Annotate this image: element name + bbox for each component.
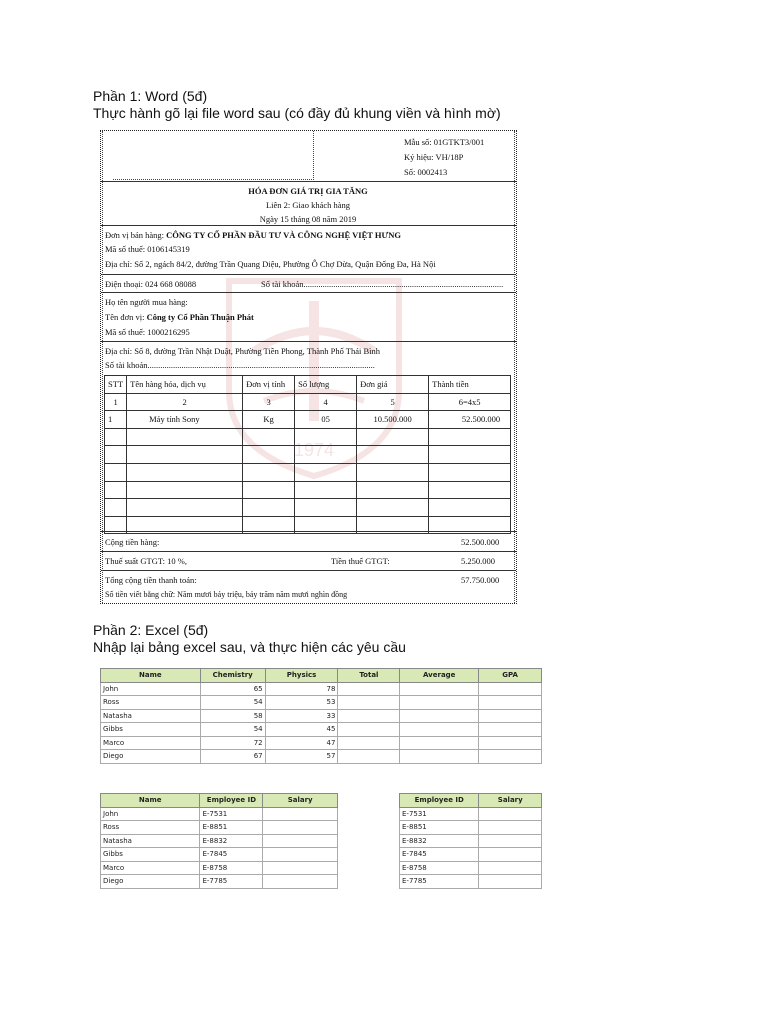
employee-id-cell: E-8832 [400,834,479,848]
item-cell: 1 [105,411,127,429]
total-cell [338,750,400,764]
header-cell: Name [101,669,201,683]
buyer-unit-row [105,312,254,322]
grades-table [100,668,542,764]
table-row [101,821,338,835]
seller-name: CÔNG TY CỔ PHẦN ĐẦU TƯ VÀ CÔNG NGHỆ VIỆT HƯNG [166,230,402,240]
item-cell [243,463,295,481]
gpa-cell [479,750,542,764]
item-cell [429,428,511,446]
name-cell: Ross [101,821,200,835]
item-cell [295,446,357,464]
name-cell: Natasha [101,709,201,723]
item-cell [295,428,357,446]
salary-cell [263,834,338,848]
index-cell: 5 [357,393,429,411]
header-cell: Đơn vị tính [243,376,295,394]
header-cell: Chemistry [200,669,265,683]
total-cell [338,736,400,750]
chemistry-cell: 65 [200,682,265,696]
average-cell [400,736,479,750]
buyer-address: Địa chỉ: Số 8, đường Trần Nhật Duật, Phường Tiền Phong, Thành Phố Thái Bình [105,346,381,356]
salary-cell [479,848,542,862]
average-cell [400,723,479,737]
item-cell [295,463,357,481]
chemistry-cell: 54 [200,696,265,710]
average-cell [400,750,479,764]
item-cell [127,446,243,464]
table-row [400,875,542,889]
physics-cell: 33 [265,709,338,723]
physics-cell: 47 [265,736,338,750]
seller-label: Đơn vị bán hàng: [105,230,165,240]
name-cell: Gibbs [101,848,200,862]
gpa-cell [479,723,542,737]
chemistry-cell: 67 [200,750,265,764]
table-row [101,875,338,889]
total-label: Tổng cộng tiền thanh toán: [105,575,197,585]
invoice-title: HÓA ĐƠN GIÁ TRỊ GIA TĂNG [248,186,368,196]
item-cell [243,481,295,499]
header-cell: Salary [263,794,338,808]
total-cell [338,709,400,723]
table-row [101,750,542,764]
form-number: Mẫu số: 01GTKT3/001 [404,137,485,147]
item-cell [357,499,429,517]
table-row [101,682,542,696]
item-cell [357,481,429,499]
header-cell: Physics [265,669,338,683]
chemistry-cell: 58 [200,709,265,723]
items-index-row [105,393,511,411]
item-cell [105,481,127,499]
amount-in-words: Số tiền viết bằng chữ: Năm mươi bảy triệu, bảy trăm năm mươi nghìn đồng [105,590,348,599]
item-cell [357,428,429,446]
item-cell [429,446,511,464]
item-cell [105,446,127,464]
salaries-table [399,793,542,889]
part1-title: Phần 1: Word (5đ) [93,88,208,104]
index-cell: 3 [243,393,295,411]
subtotal-value: 52.500.000 [461,537,500,547]
employee-id-cell: E-7531 [200,807,263,821]
items-row [105,428,511,446]
item-cell [243,428,295,446]
item-cell [357,446,429,464]
salary-cell [263,875,338,889]
items-row [105,481,511,499]
item-cell [105,428,127,446]
item-cell [295,499,357,517]
total-cell [338,723,400,737]
average-cell [400,696,479,710]
physics-cell: 57 [265,750,338,764]
index-cell: 1 [105,393,127,411]
subtotal-label: Cộng tiền hàng: [105,537,160,547]
employee-id-cell: E-7845 [200,848,263,862]
seller-phone: Điện thoại: 024 668 08088 [105,279,197,289]
gpa-cell [479,736,542,750]
item-cell [243,499,295,517]
salary-cell [479,861,542,875]
item-cell [127,499,243,517]
item-cell [105,463,127,481]
index-cell: 6=4x5 [429,393,511,411]
header-cell: Tên hàng hóa, dịch vụ [127,376,243,394]
name-cell: John [101,682,201,696]
item-cell [127,428,243,446]
physics-cell: 45 [265,723,338,737]
header-cell: Employee ID [200,794,263,808]
item-cell: Kg [243,411,295,429]
table-row [101,709,542,723]
employees-header-row [101,794,338,808]
salary-cell [263,848,338,862]
seller-account: Số tài khoản.............................................................................................. [261,279,504,289]
invoice-items-table [104,375,511,534]
table-row [101,736,542,750]
item-cell [105,499,127,517]
item-cell [127,481,243,499]
total-cell [338,696,400,710]
item-cell: 52.500.000 [429,411,511,429]
table-row [101,807,338,821]
salary-cell [263,807,338,821]
items-row [105,463,511,481]
header-cell: Name [101,794,200,808]
vat-rate: Thuế suất GTGT: 10 %, [105,556,187,566]
employee-id-cell: E-7785 [200,875,263,889]
item-cell: 10.500.000 [357,411,429,429]
salary-cell [263,821,338,835]
header-cell: GPA [479,669,542,683]
salary-cell [479,821,542,835]
average-cell [400,682,479,696]
item-cell [429,499,511,517]
employee-id-cell: E-7785 [400,875,479,889]
item-cell [243,446,295,464]
invoice-frame [100,130,517,604]
name-cell: John [101,807,200,821]
total-value: 57.750.000 [461,575,500,585]
vat-value: 5.250.000 [461,556,495,566]
item-cell [295,481,357,499]
items-row [105,499,511,517]
buyer-unit-label: Tên đơn vị: [105,312,145,322]
item-cell [357,463,429,481]
average-cell [400,709,479,723]
name-cell: Diego [101,875,200,889]
table-row [400,834,542,848]
buyer-tax: Mã số thuế: 1000216295 [105,327,190,337]
seller-row [105,230,401,240]
invoice-copy: Liên 2: Giao khách hàng [265,200,351,210]
header-cell: Đơn giá [357,376,429,394]
item-cell [429,481,511,499]
table-row [101,834,338,848]
part2-instruction: Nhập lại bảng excel sau, và thực hiện các yêu cầu [93,639,406,655]
index-cell: 2 [127,393,243,411]
invoice-date: Ngày 15 tháng 08 năm 2019 [259,214,357,224]
name-cell: Marco [101,736,201,750]
chemistry-cell: 72 [200,736,265,750]
employee-id-cell: E-8832 [200,834,263,848]
table-row [400,821,542,835]
table-row [101,696,542,710]
header-cell: Employee ID [400,794,479,808]
watermark-year: 1974 [293,440,335,460]
invoice-number: Số: 0002413 [404,167,448,177]
employee-id-cell: E-8851 [200,821,263,835]
items-row [105,411,511,429]
table-row [101,723,542,737]
header-cell: Average [400,669,479,683]
salary-cell [263,861,338,875]
gpa-cell [479,682,542,696]
item-cell: 05 [295,411,357,429]
physics-cell: 78 [265,682,338,696]
vat-label: Tiền thuế GTGT: [331,556,390,566]
header-cell: Thành tiền [429,376,511,394]
item-cell [127,463,243,481]
part1-instruction: Thực hành gõ lại file word sau (có đầy đủ khung viền và hình mờ) [93,105,501,121]
item-cell [429,463,511,481]
seller-address: Địa chỉ: Số 2, ngách 84/2, đường Trần Quang Diệu, Phường Ô Chợ Dừa, Quận Đống Đa, Hà Nội [105,259,436,269]
salary-cell [479,807,542,821]
table-row [101,848,338,862]
employee-id-cell: E-8851 [400,821,479,835]
buyer-unit: Công ty Cổ Phần Thuận Phát [146,312,254,322]
total-cell [338,682,400,696]
buyer-person: Họ tên người mua hàng: [105,297,188,307]
employee-id-cell: E-7531 [400,807,479,821]
table-row [400,861,542,875]
item-cell: Máy tính Sony [127,411,243,429]
items-row [105,446,511,464]
name-cell: Ross [101,696,201,710]
employee-id-cell: E-8758 [400,861,479,875]
header-cell: Total [338,669,400,683]
salary-cell [479,834,542,848]
part2-title: Phần 2: Excel (5đ) [93,622,209,638]
header-cell: STT [105,376,127,394]
name-cell: Diego [101,750,201,764]
items-header-row [105,376,511,394]
physics-cell: 53 [265,696,338,710]
name-cell: Marco [101,861,200,875]
employees-table [100,793,338,889]
chemistry-cell: 54 [200,723,265,737]
logo-box [113,131,314,180]
employee-id-cell: E-8758 [200,861,263,875]
index-cell: 4 [295,393,357,411]
grades-header-row [101,669,542,683]
table-row [400,848,542,862]
header-cell: Số lượng [295,376,357,394]
employee-id-cell: E-7845 [400,848,479,862]
invoice-symbol: Ký hiệu: VH/18P [404,152,464,162]
seller-tax: Mã số thuế: 0106145319 [105,244,190,254]
gpa-cell [479,696,542,710]
name-cell: Gibbs [101,723,201,737]
buyer-account: Số tài khoản........................................................................................................... [105,360,375,370]
table-row [400,807,542,821]
header-cell: Salary [479,794,542,808]
salaries-header-row [400,794,542,808]
gpa-cell [479,709,542,723]
table-row [101,861,338,875]
name-cell: Natasha [101,834,200,848]
salary-cell [479,875,542,889]
